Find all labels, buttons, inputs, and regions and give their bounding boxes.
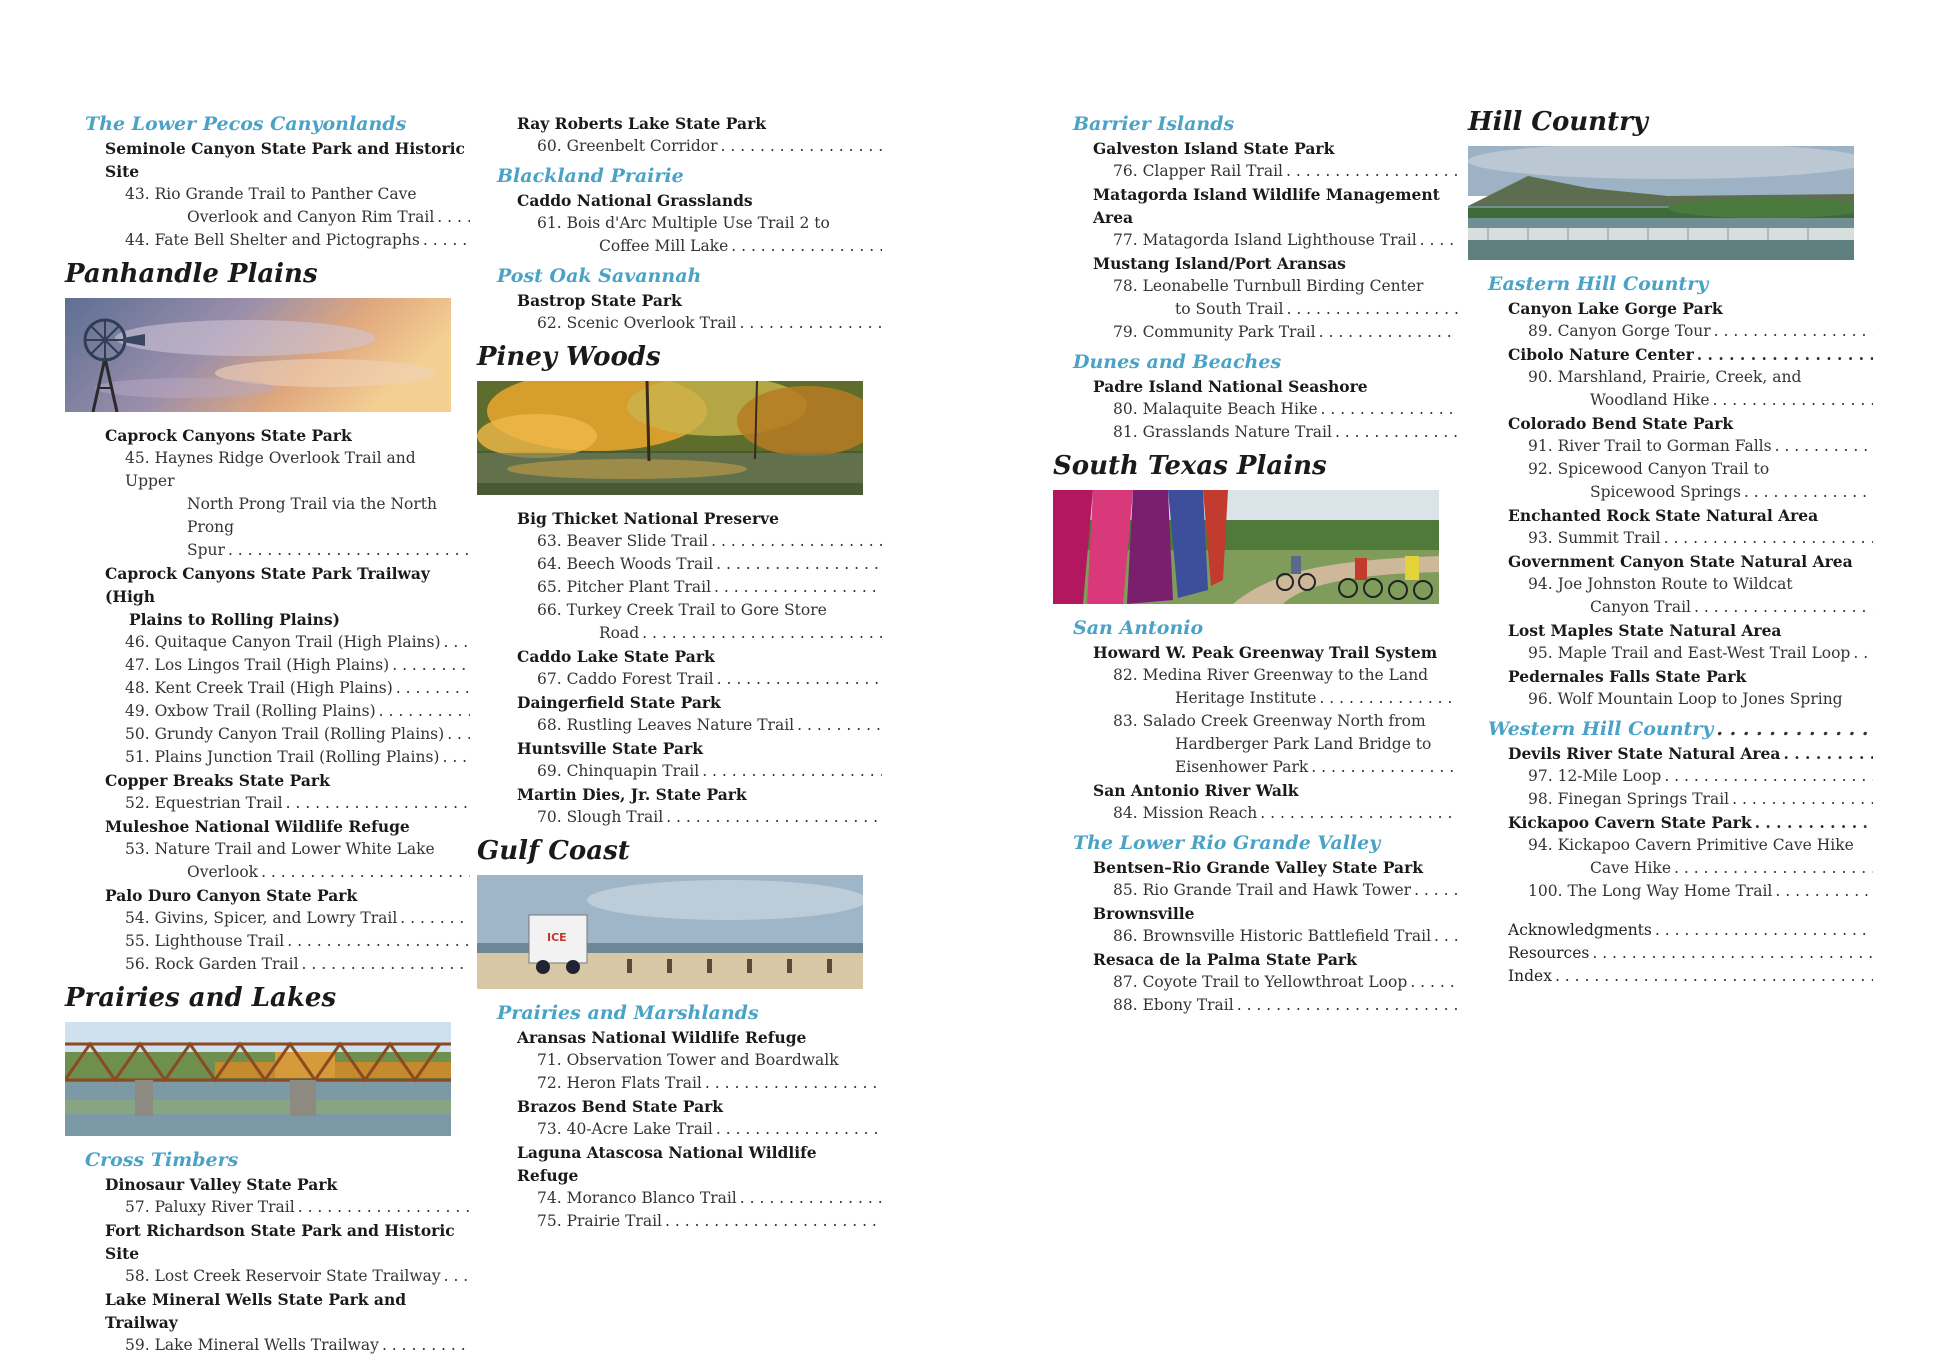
toc-column-1 [65, 112, 470, 1357]
subregion-heading: Barrier Islands [1073, 113, 1235, 135]
trail-entry[interactable]: 47. Los Lingos Trail (High Plains) . . . [125, 654, 470, 677]
region-heading: Panhandle Plains [65, 259, 318, 289]
park-name: Palo Duro Canyon State Park [105, 886, 358, 905]
park-name: Kickapoo Cavern State Park . . . [1508, 811, 1873, 834]
subregion-heading: The Lower Pecos Canyonlands [85, 113, 407, 135]
subregion-heading: The Lower Rio Grande Valley [1073, 832, 1381, 854]
park-name: San Antonio River Walk [1093, 781, 1299, 800]
trail-entry[interactable]: 76. Clapper Rail Trail . . . [1113, 160, 1458, 183]
trail-entry[interactable]: 69. Chinquapin Trail . . . [537, 760, 882, 783]
river-dam-photo [1468, 146, 1854, 260]
trail-entry[interactable]: 78. Leonabelle Turnbull Birding Center [1113, 277, 1424, 295]
park-name: Muleshoe National Wildlife Refuge [105, 817, 410, 836]
region-heading: Prairies and Lakes [65, 983, 337, 1013]
trail-entry[interactable]: 94. Joe Johnston Route to Wildcat [1528, 575, 1793, 593]
windmill-photo [65, 298, 451, 412]
trail-entry-continued[interactable]: Spicewood Springs . . . [1528, 481, 1873, 504]
trail-entry[interactable]: 67. Caddo Forest Trail . . . [537, 668, 882, 691]
trail-entry[interactable]: 68. Rustling Leaves Nature Trail . . . [537, 714, 882, 737]
trail-entry[interactable]: 53. Nature Trail and Lower White Lake [125, 840, 435, 858]
trail-entry[interactable]: 63. Beaver Slide Trail . . . [537, 530, 882, 553]
acknowledgments-entry[interactable]: Acknowledgments . . . [1508, 919, 1873, 942]
park-name: Bentsen–Rio Grande Valley State Park [1093, 858, 1424, 877]
park-name: Mustang Island/Port Aransas [1093, 254, 1346, 273]
trail-entry[interactable]: 57. Paluxy River Trail . . . [125, 1196, 470, 1219]
trail-entry-continued[interactable]: Canyon Trail . . . [1528, 596, 1873, 619]
trail-entry[interactable]: 48. Kent Creek Trail (High Plains) . . . [125, 677, 470, 700]
park-name: Canyon Lake Gorge Park [1508, 299, 1723, 318]
park-name: Laguna Atascosa National Wildlife Refuge [517, 1143, 817, 1185]
park-name: Devils River State Natural Area . . . [1508, 742, 1873, 765]
trail-entry[interactable]: 65. Pitcher Plant Trail . . . [537, 576, 882, 599]
park-name: Brazos Bend State Park [517, 1097, 724, 1116]
trail-entry[interactable]: 87. Coyote Trail to Yellowthroat Loop . . . [1113, 971, 1458, 994]
trail-entry[interactable]: 100. The Long Way Home Trail . . . [1528, 880, 1873, 903]
trail-entry[interactable]: 92. Spicewood Canyon Trail to [1528, 460, 1770, 478]
trail-entry[interactable]: 93. Summit Trail . . . [1528, 527, 1873, 550]
trail-entry[interactable]: 55. Lighthouse Trail . . . [125, 930, 470, 953]
park-name: Aransas National Wildlife Refuge [517, 1028, 807, 1047]
park-name: Caprock Canyons State Park Trailway (High [105, 564, 430, 606]
spacer [1488, 903, 1873, 919]
trail-entry[interactable]: 97. 12-Mile Loop . . . [1528, 765, 1873, 788]
trail-entry[interactable]: 72. Heron Flats Trail . . . [537, 1072, 882, 1095]
trail-entry-continued[interactable]: Overlook . . . [125, 861, 470, 884]
trail-entry[interactable]: 66. Turkey Creek Trail to Gore Store [537, 601, 827, 619]
park-name: Seminole Canyon State Park and Historic Site [105, 139, 465, 181]
park-name: Galveston Island State Park [1093, 139, 1335, 158]
trail-entry[interactable]: 61. Bois d'Arc Multiple Use Trail 2 to [537, 214, 830, 232]
trail-entry[interactable]: 60. Greenbelt Corridor . . . [537, 135, 882, 158]
subregion-heading: Post Oak Savannah [497, 265, 702, 287]
park-name: Martin Dies, Jr. State Park [517, 785, 747, 804]
trail-entry[interactable]: 71. Observation Tower and Boardwalk [537, 1051, 839, 1069]
trail-entry[interactable]: 79. Community Park Trail . . . [1113, 321, 1458, 344]
trail-entry[interactable]: 70. Slough Trail . . . [537, 806, 882, 829]
park-name: Caprock Canyons State Park [105, 426, 352, 445]
trail-entry[interactable]: 56. Rock Garden Trail . . . [125, 953, 470, 976]
trail-entry-continued[interactable]: Coffee Mill Lake . . . [537, 235, 882, 258]
park-name: Brownsville [1093, 904, 1195, 923]
ice-sign-text: ICE [547, 931, 567, 944]
park-name: Colorado Bend State Park [1508, 414, 1734, 433]
subregion-heading: Cross Timbers [85, 1149, 239, 1171]
trail-entry-continued[interactable]: to South Trail . . . [1113, 298, 1458, 321]
trail-entry[interactable]: 81. Grasslands Nature Trail . . . [1113, 421, 1458, 444]
trail-entry[interactable]: 64. Beech Woods Trail . . . [537, 553, 882, 576]
trail-entry[interactable]: 44. Fate Bell Shelter and Pictographs . . . [125, 229, 470, 252]
toc-column-4 [1468, 106, 1873, 988]
region-heading: Piney Woods [477, 342, 661, 372]
park-name: Copper Breaks State Park [105, 771, 330, 790]
toc-column-3 [1053, 112, 1458, 1017]
trail-entry[interactable]: 86. Brownsville Historic Battlefield Trail . . . [1113, 925, 1458, 948]
park-name: Howard W. Peak Greenway Trail System [1093, 643, 1438, 662]
trail-entry[interactable]: 82. Medina River Greenway to the Land [1113, 666, 1429, 684]
trail-entry-continued[interactable]: Hardberger Park Land Bridge to [1175, 735, 1432, 753]
park-name: Big Thicket National Preserve [517, 509, 780, 528]
trail-entry-continued[interactable]: Overlook and Canyon Rim Trail . . . [125, 206, 470, 229]
toc-column-2 [477, 112, 882, 1233]
trail-entry[interactable]: 51. Plains Junction Trail (Rolling Plains) . . . [125, 746, 470, 769]
trail-entry[interactable]: 91. River Trail to Gorman Falls . . . [1528, 435, 1873, 458]
trail-entry-continued[interactable]: Heritage Institute . . . [1113, 687, 1458, 710]
trail-entry-continued[interactable]: Cave Hike . . . [1528, 857, 1873, 880]
trail-entry[interactable]: 83. Salado Creek Greenway North from [1113, 712, 1426, 730]
resources-entry[interactable]: Resources . . . [1508, 942, 1873, 965]
trail-entry-continued[interactable]: Eisenhower Park . . . [1113, 756, 1458, 779]
trail-entry[interactable]: 54. Givins, Spicer, and Lowry Trail . . . [125, 907, 470, 930]
trail-entry-continued[interactable]: Spur . . . [125, 539, 470, 562]
trail-entry[interactable]: 90. Marshland, Prairie, Creek, and [1528, 368, 1802, 386]
trail-entry[interactable]: 80. Malaquite Beach Hike . . . [1113, 398, 1458, 421]
park-name: Matagorda Island Wildlife Management Area [1093, 185, 1440, 227]
subregion-heading: Eastern Hill Country [1488, 273, 1709, 295]
trail-entry[interactable]: 52. Equestrian Trail . . . [125, 792, 470, 815]
trail-entry[interactable]: 59. Lake Mineral Wells Trailway . . . [125, 1334, 470, 1357]
trail-entry[interactable]: 50. Grundy Canyon Trail (Rolling Plains) . . . [125, 723, 470, 746]
trail-entry[interactable]: 58. Lost Creek Reservoir State Trailway . . . [125, 1265, 470, 1288]
trail-entry[interactable]: 62. Scenic Overlook Trail . . . [537, 312, 882, 335]
trail-entry[interactable]: 75. Prairie Trail . . . [537, 1210, 882, 1233]
trail-entry[interactable]: 45. Haynes Ridge Overlook Trail and Upper [125, 449, 416, 490]
autumn-forest-photo [477, 381, 863, 495]
trail-entry[interactable]: 84. Mission Reach . . . [1113, 802, 1458, 825]
trail-entry[interactable]: 74. Moranco Blanco Trail . . . [537, 1187, 882, 1210]
trail-entry[interactable]: 95. Maple Trail and East-West Trail Loop . . . [1528, 642, 1873, 665]
subregion-heading: Blackland Prairie [497, 165, 684, 187]
trail-entry[interactable]: 73. 40-Acre Lake Trail . . . [537, 1118, 882, 1141]
subregion-heading: Dunes and Beaches [1073, 351, 1282, 373]
trail-entry[interactable]: 46. Quitaque Canyon Trail (High Plains) . . . [125, 631, 470, 654]
index-entry[interactable]: Index . . . [1508, 965, 1873, 988]
park-name: Fort Richardson State Park and Historic Site [105, 1221, 455, 1263]
region-heading: Hill Country [1468, 107, 1648, 137]
trail-entry-continued[interactable]: North Prong Trail via the North Prong [187, 495, 437, 536]
trail-entry[interactable]: 77. Matagorda Island Lighthouse Trail . . . [1113, 229, 1458, 252]
park-name: Pedernales Falls State Park [1508, 667, 1747, 686]
beach-photo [477, 875, 863, 989]
park-name: Resaca de la Palma State Park [1093, 950, 1357, 969]
park-name: Bastrop State Park [517, 291, 682, 310]
park-name: Lake Mineral Wells State Park and Trailway [105, 1290, 407, 1332]
park-name: Cibolo Nature Center . . . [1508, 343, 1873, 366]
park-name: Huntsville State Park [517, 739, 703, 758]
park-name: Padre Island National Seashore [1093, 377, 1368, 396]
trail-entry[interactable]: 94. Kickapoo Cavern Primitive Cave Hike [1528, 836, 1854, 854]
park-name: Lost Maples State Natural Area [1508, 621, 1782, 640]
trail-entry[interactable]: 85. Rio Grande Trail and Hawk Tower . . . [1113, 879, 1458, 902]
trail-entry[interactable]: 89. Canyon Gorge Tour . . . [1528, 320, 1873, 343]
trail-entry[interactable]: 96. Wolf Mountain Loop to Jones Spring [1528, 690, 1843, 708]
subregion-heading: San Antonio [1073, 617, 1204, 639]
trail-entry[interactable]: 49. Oxbow Trail (Rolling Plains) . . . [125, 700, 470, 723]
region-heading: South Texas Plains [1053, 451, 1327, 481]
park-name: Dinosaur Valley State Park [105, 1175, 338, 1194]
park-name: Daingerfield State Park [517, 693, 721, 712]
cyclists-photo [1053, 490, 1439, 604]
railroad-bridge-photo [65, 1022, 451, 1136]
park-name: Ray Roberts Lake State Park [517, 114, 766, 133]
trail-entry[interactable]: 43. Rio Grande Trail to Panther Cave [125, 185, 417, 203]
trail-entry-continued[interactable]: Woodland Hike . . . [1528, 389, 1873, 412]
park-name: Enchanted Rock State Natural Area [1508, 506, 1819, 525]
park-name: Caddo Lake State Park [517, 647, 715, 666]
park-name: Caddo National Grasslands [517, 191, 753, 210]
park-name: Government Canyon State Natural Area [1508, 552, 1853, 571]
region-heading: Gulf Coast [477, 836, 630, 866]
trail-entry[interactable]: 88. Ebony Trail . . . [1113, 994, 1458, 1017]
trail-entry-continued[interactable]: Road . . . [537, 622, 882, 645]
subregion-heading: Prairies and Marshlands [497, 1002, 759, 1024]
subregion-heading: Western Hill Country . . . [1488, 717, 1873, 741]
trail-entry[interactable]: 98. Finegan Springs Trail . . . [1528, 788, 1873, 811]
park-name-continued: Plains to Rolling Plains) [129, 610, 340, 629]
